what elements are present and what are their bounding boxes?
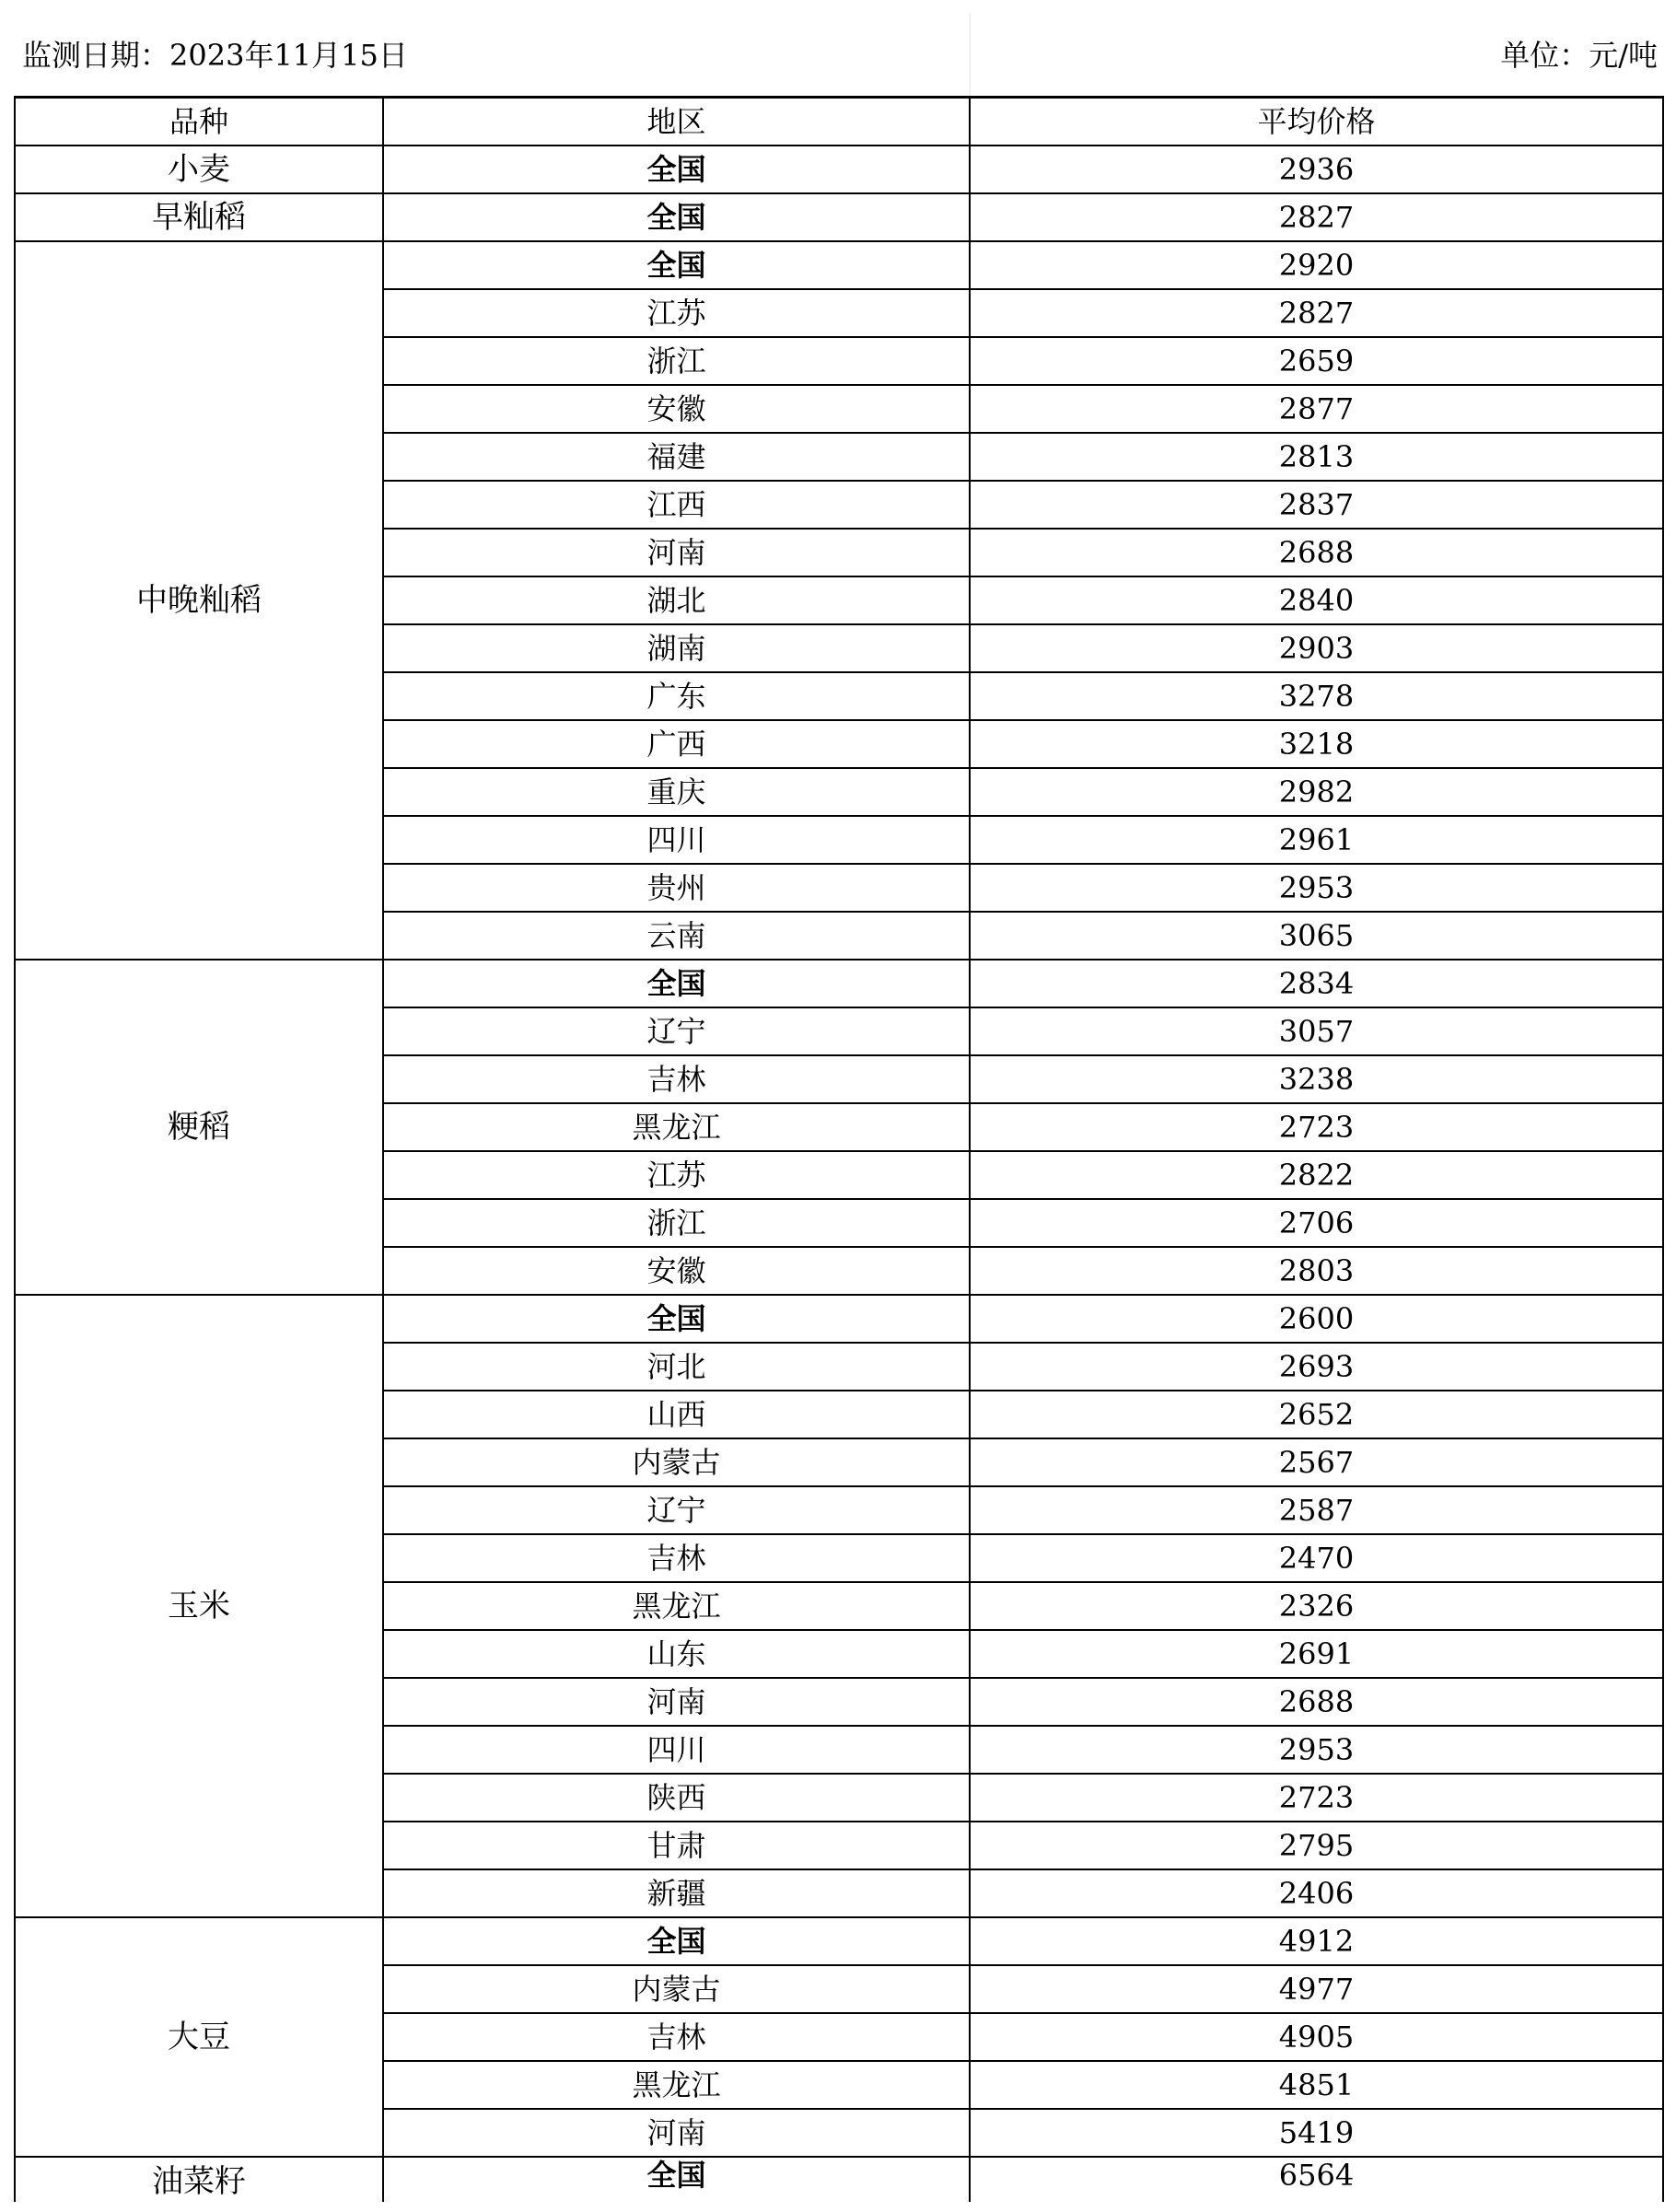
region-cell: 内蒙古 <box>383 1438 970 1486</box>
price-cell: 2693 <box>970 1343 1663 1391</box>
region-cell: 陕西 <box>383 1774 970 1822</box>
unit-label: 单位：元/吨 <box>970 14 1663 98</box>
price-cell: 5419 <box>970 2109 1663 2157</box>
variety-cell: 粳稻 <box>15 960 383 1295</box>
region-cell: 河南 <box>383 2109 970 2157</box>
sheet-header-row <box>15 14 1663 98</box>
price-cell: 3057 <box>970 1007 1663 1055</box>
region-cell: 吉林 <box>383 1534 970 1582</box>
price-cell: 2837 <box>970 481 1663 529</box>
variety-cell: 大豆 <box>15 1917 383 2157</box>
price-cell: 2688 <box>970 529 1663 576</box>
price-cell: 2406 <box>970 1869 1663 1917</box>
table-row <box>15 2157 1663 2202</box>
region-cell: 山西 <box>383 1391 970 1438</box>
price-cell: 4912 <box>970 1917 1663 1965</box>
region-cell: 内蒙古 <box>383 1965 970 2013</box>
price-cell: 2587 <box>970 1486 1663 1534</box>
region-cell: 重庆 <box>383 768 970 816</box>
price-cell: 2567 <box>970 1438 1663 1486</box>
price-cell: 2470 <box>970 1534 1663 1582</box>
region-cell: 吉林 <box>383 1055 970 1103</box>
price-cell: 2953 <box>970 864 1663 912</box>
price-cell: 6564 <box>970 2157 1663 2202</box>
region-cell: 辽宁 <box>383 1486 970 1534</box>
region-cell: 甘肃 <box>383 1822 970 1869</box>
variety-cell: 油菜籽 <box>15 2157 383 2202</box>
column-header-region: 地区 <box>383 98 970 146</box>
region-cell: 云南 <box>383 912 970 960</box>
region-cell: 全国 <box>383 1917 970 1965</box>
region-cell: 黑龙江 <box>383 2061 970 2109</box>
price-cell: 2659 <box>970 337 1663 385</box>
monitor-date: 监测日期：2023年11月15日 <box>15 14 970 98</box>
region-cell: 四川 <box>383 1726 970 1774</box>
price-cell: 2795 <box>970 1822 1663 1869</box>
price-cell: 2827 <box>970 193 1663 241</box>
price-cell: 2723 <box>970 1103 1663 1151</box>
region-cell: 全国 <box>383 146 970 193</box>
price-cell: 2813 <box>970 433 1663 481</box>
table-row <box>15 241 1663 289</box>
region-cell: 辽宁 <box>383 1007 970 1055</box>
region-cell: 湖南 <box>383 624 970 672</box>
table-row <box>15 146 1663 193</box>
price-cell: 2840 <box>970 576 1663 624</box>
price-table <box>14 14 1664 2202</box>
price-cell: 2652 <box>970 1391 1663 1438</box>
column-header-avg-price: 平均价格 <box>970 98 1663 146</box>
region-cell: 吉林 <box>383 2013 970 2061</box>
region-cell: 江苏 <box>383 1151 970 1199</box>
region-cell: 全国 <box>383 1295 970 1343</box>
price-sheet <box>14 14 1662 2202</box>
price-cell: 3065 <box>970 912 1663 960</box>
column-header-row <box>15 98 1663 146</box>
region-cell: 浙江 <box>383 337 970 385</box>
table-row <box>15 193 1663 241</box>
column-header-variety: 品种 <box>15 98 383 146</box>
region-cell: 江西 <box>383 481 970 529</box>
variety-cell: 中晚籼稻 <box>15 241 383 960</box>
price-cell: 2691 <box>970 1630 1663 1678</box>
table-row <box>15 1917 1663 1965</box>
region-cell: 全国 <box>383 193 970 241</box>
table-row <box>15 960 1663 1007</box>
variety-cell: 玉米 <box>15 1295 383 1917</box>
region-cell: 河南 <box>383 529 970 576</box>
price-cell: 2827 <box>970 289 1663 337</box>
price-cell: 4905 <box>970 2013 1663 2061</box>
price-cell: 2803 <box>970 1247 1663 1295</box>
variety-cell: 早籼稻 <box>15 193 383 241</box>
price-cell: 2953 <box>970 1726 1663 1774</box>
region-cell: 湖北 <box>383 576 970 624</box>
region-cell: 浙江 <box>383 1199 970 1247</box>
price-cell: 2706 <box>970 1199 1663 1247</box>
table-row <box>15 1295 1663 1343</box>
price-cell: 3278 <box>970 672 1663 720</box>
region-cell: 四川 <box>383 816 970 864</box>
price-cell: 3238 <box>970 1055 1663 1103</box>
region-cell: 河南 <box>383 1678 970 1726</box>
price-cell: 2822 <box>970 1151 1663 1199</box>
price-cell: 2903 <box>970 624 1663 672</box>
region-cell: 广西 <box>383 720 970 768</box>
price-cell: 4851 <box>970 2061 1663 2109</box>
price-cell: 2688 <box>970 1678 1663 1726</box>
region-cell: 安徽 <box>383 1247 970 1295</box>
region-cell: 全国 <box>383 241 970 289</box>
price-cell: 3218 <box>970 720 1663 768</box>
price-cell: 2936 <box>970 146 1663 193</box>
price-cell: 2723 <box>970 1774 1663 1822</box>
region-cell: 江苏 <box>383 289 970 337</box>
price-cell: 2600 <box>970 1295 1663 1343</box>
region-cell: 贵州 <box>383 864 970 912</box>
region-cell: 黑龙江 <box>383 1582 970 1630</box>
region-cell: 山东 <box>383 1630 970 1678</box>
price-cell: 2961 <box>970 816 1663 864</box>
price-cell: 2326 <box>970 1582 1663 1630</box>
region-cell: 福建 <box>383 433 970 481</box>
price-cell: 2877 <box>970 385 1663 433</box>
price-cell: 2834 <box>970 960 1663 1007</box>
region-cell: 全国 <box>383 960 970 1007</box>
region-cell: 安徽 <box>383 385 970 433</box>
price-cell: 2982 <box>970 768 1663 816</box>
price-cell: 2920 <box>970 241 1663 289</box>
region-cell: 新疆 <box>383 1869 970 1917</box>
price-cell: 4977 <box>970 1965 1663 2013</box>
region-cell: 广东 <box>383 672 970 720</box>
region-cell: 全国 <box>383 2157 970 2202</box>
region-cell: 黑龙江 <box>383 1103 970 1151</box>
region-cell: 河北 <box>383 1343 970 1391</box>
variety-cell: 小麦 <box>15 146 383 193</box>
